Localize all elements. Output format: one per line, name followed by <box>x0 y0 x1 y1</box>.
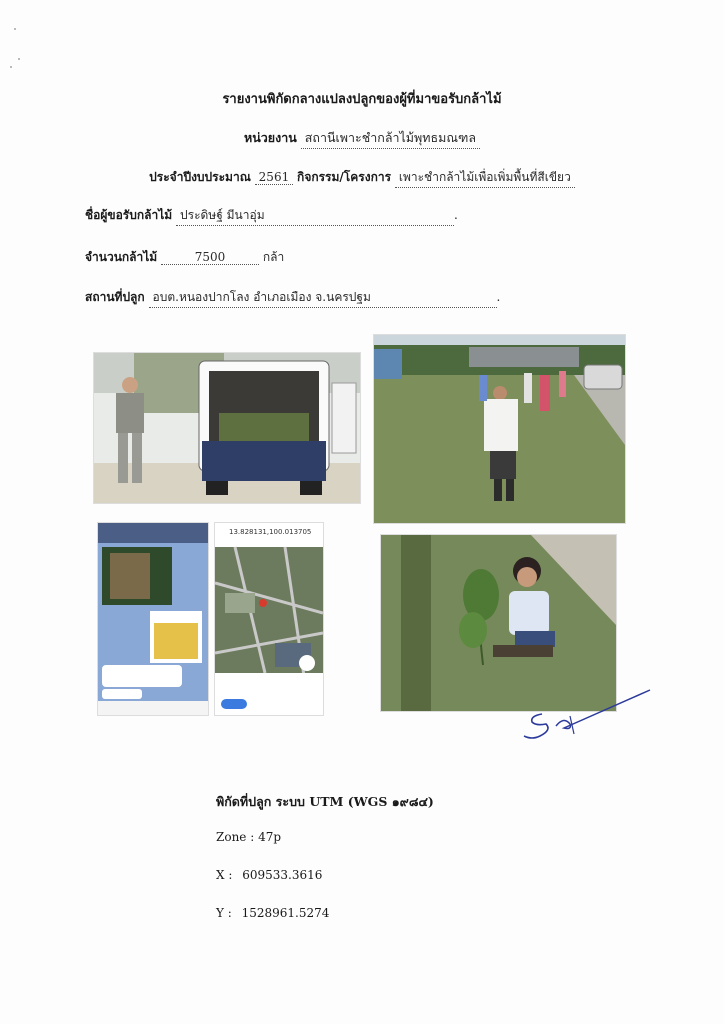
budget-year: 2561 <box>255 170 294 185</box>
recipient-value: ประดิษฐ์ มีนาอุ่ม <box>176 206 454 226</box>
scan-speck <box>14 28 16 30</box>
map-search-text: 13.828131,100.013705 <box>229 528 312 536</box>
location-line: สถานที่ปลูก อบต.หนองปากโลง อำเภอเมือง จ.นครปฐม . <box>85 288 500 308</box>
unit-value: สถานีเพาะชำกล้าไม้พุทธมณฑล <box>301 128 480 149</box>
document-title: รายงานพิกัดกลางแปลงปลูกของผู้ที่มาขอรับกล้าไม้ <box>222 92 502 107</box>
activity-label: กิจกรรม/โครงการ <box>297 170 392 184</box>
quantity-line <box>85 248 284 267</box>
quantity-unit: กล้า <box>262 250 285 264</box>
y-value: 1528961.5274 <box>241 906 330 920</box>
photo-map-screenshot <box>214 522 324 716</box>
unit-line <box>0 128 724 149</box>
location-label: สถานที่ปลูก <box>85 290 145 304</box>
x-label: X <box>216 868 225 882</box>
photo-chat-screenshot <box>97 522 209 716</box>
scan-speck <box>18 58 20 60</box>
quantity-value: 7500 <box>161 250 259 265</box>
x-line: X : 609533.3616 <box>216 868 323 882</box>
zone-label: Zone <box>216 830 247 844</box>
y-label: Y <box>216 906 224 920</box>
recipient-label: ชื่อผู้ขอรับกล้าไม้ <box>85 208 173 222</box>
recipient-line: ชื่อผู้ขอรับกล้าไม้ ประดิษฐ์ มีนาอุ่ม . <box>85 206 458 226</box>
signature <box>512 686 662 746</box>
photo-truck <box>93 352 361 504</box>
scan-speck <box>10 66 12 68</box>
coord-heading: พิกัดที่ปลูก ระบบ UTM (WGS ๑๙๘๔) <box>216 794 434 809</box>
unit-label: หน่วยงาน <box>243 130 297 145</box>
y-line: Y : 1528961.5274 <box>216 906 330 920</box>
budget-line <box>0 168 724 188</box>
budget-label: ประจำปีงบประมาณ <box>149 170 251 184</box>
quantity-label: จำนวนกล้าไม้ <box>85 250 158 264</box>
photo-roadside-planting <box>373 334 626 524</box>
location-value: อบต.หนองปากโลง อำเภอเมือง จ.นครปฐม <box>149 288 497 308</box>
zone-line: Zone : 47p <box>216 830 282 844</box>
x-value: 609533.3616 <box>242 868 323 882</box>
activity-value: เพาะชำกล้าไม้เพื่อเพิ่มพื้นที่สีเขียว <box>395 168 575 188</box>
zone-value: 47p <box>258 830 282 844</box>
